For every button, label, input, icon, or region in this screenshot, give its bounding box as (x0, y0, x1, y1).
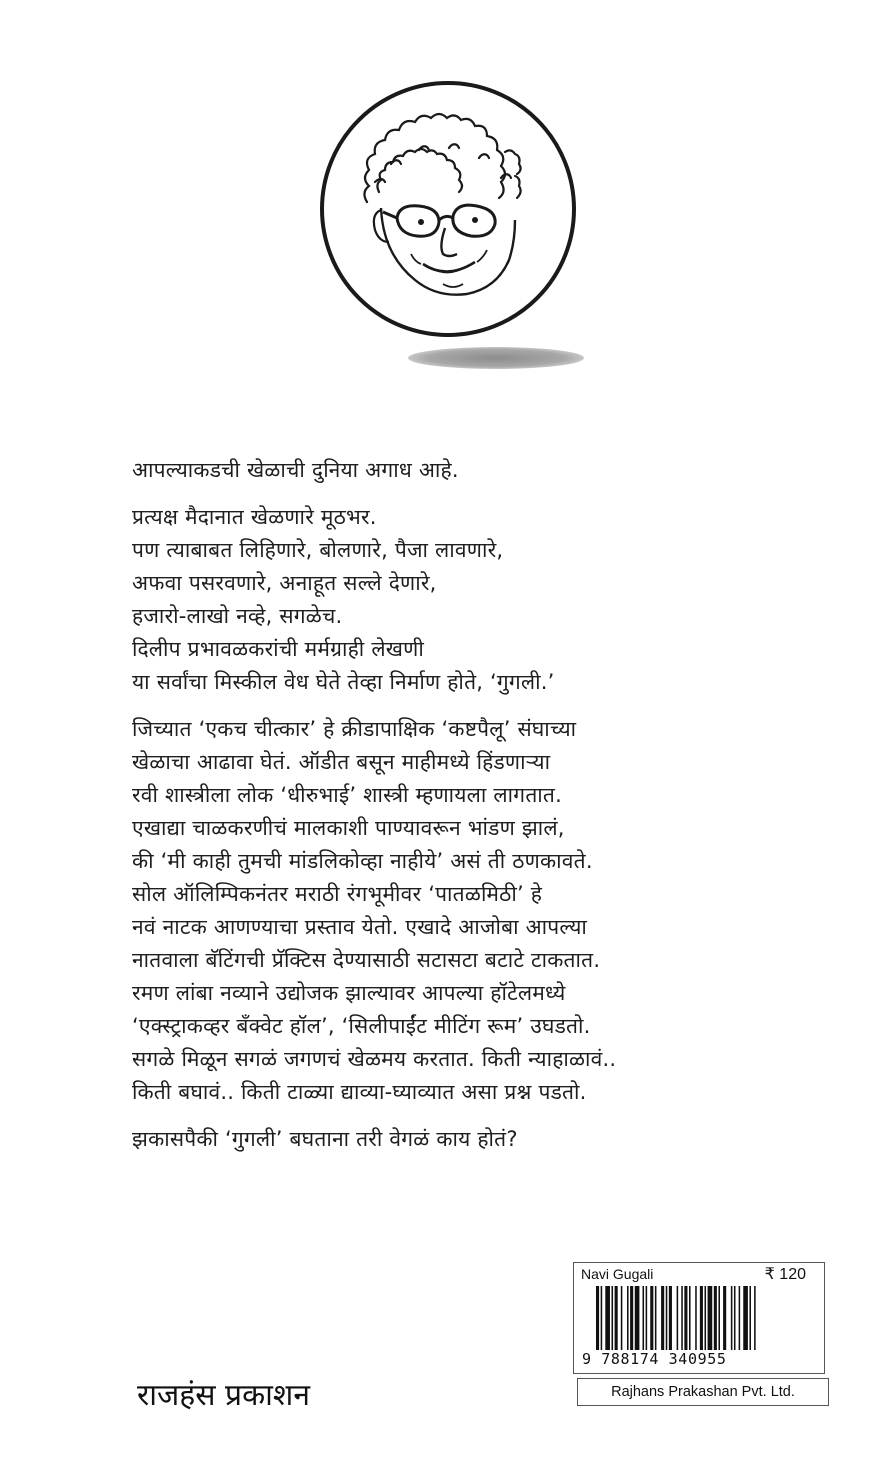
blurb-line: रमण लांबा नव्याने उद्योजक झाल्यावर आपल्या हॉटेलमध्ये (132, 981, 566, 1005)
barcode-book-title: Navi Gugali (581, 1266, 654, 1282)
blurb-line: दिलीप प्रभावळकरांची मर्मग्राही लेखणी (132, 637, 424, 661)
blurb-line: खेळाचा आढावा घेतं. ऑडीत बसून माहीमध्ये हिंडणाऱ्या (132, 750, 551, 774)
blurb-line: झकासपैकी ‘गुगली’ बघताना तरी वेगळं काय होतं? (132, 1127, 518, 1151)
blurb-text (132, 454, 732, 1170)
blurb-line: रवी शास्त्रीला लोक ‘धीरुभाई’ शास्त्री म्हणायला लागतात. (132, 783, 562, 807)
blurb-line: अफवा पसरवणारे, अनाहूत सल्ले देणारे, (132, 571, 437, 595)
blurb-line: या सर्वांचा मिस्कील वेध घेते तेव्हा निर्माण होते, ‘गुगली.’ (132, 670, 555, 694)
blurb-line: आपल्याकडची खेळाची दुनिया अगाध आहे. (132, 458, 459, 482)
barcode-box (573, 1262, 825, 1374)
portrait-shadow (408, 347, 584, 369)
blurb-paragraph (132, 454, 732, 487)
author-caricature-icon (319, 80, 577, 338)
publisher-name: राजहंस प्रकाशन (137, 1378, 310, 1413)
blurb-paragraph (132, 501, 732, 699)
blurb-paragraph (132, 713, 732, 1109)
blurb-line: नातवाला बॅटिंगची प्रॅक्टिस देण्यासाठी सटासटा बटाटे टाकतात. (132, 948, 601, 972)
blurb-line: पण त्याबाबत लिहिणारे, बोलणारे, पैजा लावणारे, (132, 538, 504, 562)
company-name: Rajhans Prakashan Pvt. Ltd. (577, 1378, 829, 1406)
isbn-barcode-icon (596, 1286, 802, 1350)
blurb-line: ‘एक्स्ट्राकव्हर बँक्वेट हॉल’, ‘सिलीपाईंट मीटिंग रूम’ उघडतो. (132, 1014, 591, 1038)
barcode-price: ₹ 120 (764, 1266, 806, 1283)
barcode-digits: 9 788174 340955 (582, 1350, 727, 1368)
blurb-line: हजारो-लाखो नव्हे, सगळेच. (132, 604, 343, 628)
blurb-line: की ‘मी काही तुमची मांडलिकोव्हा नाहीये’ असं ती ठणकावते. (132, 849, 593, 873)
blurb-paragraph (132, 1123, 732, 1156)
blurb-line: नवं नाटक आणण्याचा प्रस्ताव येतो. एखादे आजोबा आपल्या (132, 915, 588, 939)
blurb-line: सगळे मिळून सगळं जगणचं खेळमय करतात. किती न्याहाळावं.. (132, 1047, 617, 1071)
blurb-line: सोल ऑलिम्पिकनंतर मराठी रंगभूमीवर ‘पातळमिठी’ हे (132, 882, 543, 906)
blurb-line: जिच्यात ‘एकच चीत्कार’ हे क्रीडापाक्षिक ‘कष्टपैलू’ संघाच्या (132, 717, 577, 741)
blurb-line: प्रत्यक्ष मैदानात खेळणारे मूठभर. (132, 505, 377, 529)
blurb-line: किती बघावं.. किती टाळ्या द्याव्या-घ्याव्यात असा प्रश्न पडतो. (132, 1080, 587, 1104)
blurb-line: एखाद्या चाळकरणीचं मालकाशी पाण्यावरून भांडण झालं, (132, 816, 565, 840)
